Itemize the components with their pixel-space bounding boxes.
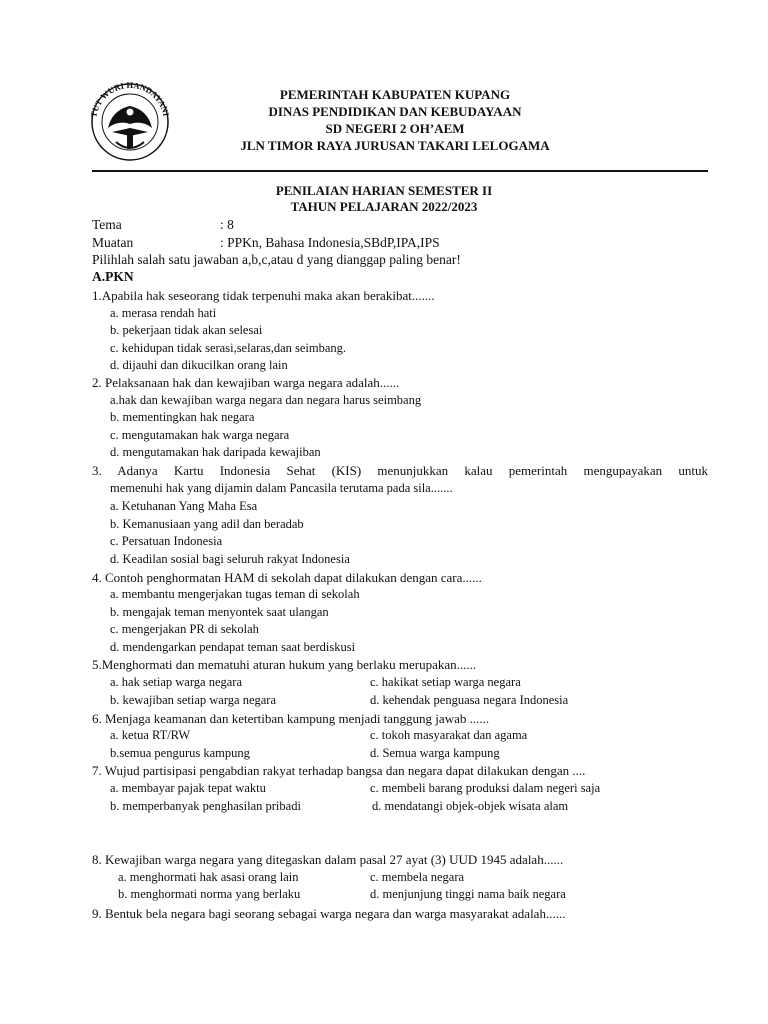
exam-year: TAHUN PELAJARAN 2022/2023	[290, 199, 478, 214]
q6-option-b: b.semua pengurus kampung	[110, 746, 250, 760]
q7-option-c: c. membeli barang produksi dalam negeri saja	[370, 781, 601, 795]
section-heading: A.PKN	[92, 269, 134, 284]
question-1: 1.Apabila hak seseorang tidak terpenuhi maka akan berakibat.......	[92, 288, 435, 303]
q1-option-a: a. merasa rendah hati	[110, 306, 217, 320]
question-3-line-2: memenuhi hak yang dijamin dalam Pancasila terutama pada sila.......	[110, 481, 453, 495]
q6-option-a: a. ketua RT/RW	[110, 728, 191, 742]
q5-option-c: c. hakikat setiap warga negara	[370, 675, 521, 689]
muatan-label: Muatan	[92, 235, 134, 250]
q3-option-a: a. Ketuhanan Yang Maha Esa	[110, 499, 258, 513]
letterhead	[160, 86, 630, 154]
q1-option-d: d. dijauhi dan dikucilkan orang lain	[110, 358, 288, 372]
tema-label: Tema	[92, 217, 122, 232]
question-7: 7. Wujud partisipasi pengabdian rakyat terhadap bangsa dan negara dapat dilakukan dengan ....	[92, 763, 586, 778]
question-5: 5.Menghormati dan mematuhi aturan hukum yang berlaku merupakan......	[92, 657, 477, 672]
question-6: 6. Menjaga keamanan dan ketertiban kampung menjadi tanggung jawab ......	[92, 711, 490, 726]
q6-option-c: c. tokoh masyarakat dan agama	[370, 728, 528, 742]
q4-option-c: c. mengerjakan PR di sekolah	[110, 622, 259, 636]
header-line-4: JLN TIMOR RAYA JURUSAN TAKARI LELOGAMA	[240, 138, 550, 153]
q8-option-b: b. menghormati norma yang berlaku	[118, 887, 301, 901]
q3-option-d: d. Keadilan sosial bagi seluruh rakyat Indonesia	[110, 552, 350, 566]
q7-option-b: b. memperbanyak penghasilan pribadi	[110, 799, 301, 813]
q4-option-a: a. membantu mengerjakan tugas teman di sekolah	[110, 587, 360, 601]
q2-option-a: a.hak dan kewajiban warga negara dan negara harus seimbang	[110, 393, 422, 407]
exam-title: PENILAIAN HARIAN SEMESTER II	[275, 183, 493, 198]
q5-option-d: d. kehendak penguasa negara Indonesia	[370, 693, 569, 707]
q3-option-b: b. Kemanusiaan yang adil dan beradab	[110, 517, 304, 531]
q2-option-c: c. mengutamakan hak warga negara	[110, 428, 290, 442]
q1-option-c: c. kehidupan tidak serasi,selaras,dan seimbang.	[110, 341, 347, 355]
q8-option-d: d. menjunjung tinggi nama baik negara	[370, 887, 566, 901]
instruction: Pilihlah salah satu jawaban a,b,c,atau d yang dianggap paling benar!	[92, 252, 461, 267]
tema-value: : 8	[220, 217, 234, 232]
q4-option-b: b. mengajak teman menyontek saat ulangan	[110, 605, 329, 619]
question-3-line-1: 3. Adanya Kartu Indonesia Sehat (KIS) menunjukkan kalau pemerintah mengupayakan untuk	[92, 463, 708, 478]
header-line-1: PEMERINTAH KABUPATEN KUPANG	[279, 87, 511, 102]
q5-option-b: b. kewajiban setiap warga negara	[110, 693, 277, 707]
letterhead-divider	[92, 170, 708, 172]
question-4: 4. Contoh penghormatan HAM di sekolah dapat dilakukan dengan cara......	[92, 570, 482, 585]
header-line-3: SD NEGERI 2 OH’AEM	[325, 121, 465, 136]
q6-option-d: d. Semua warga kampung	[370, 746, 500, 760]
q2-option-d: d. mengutamakan hak daripada kewajiban	[110, 445, 321, 459]
q7-option-a: a. membayar pajak tepat waktu	[110, 781, 266, 795]
question-9: 9. Bentuk bela negara bagi seorang sebagai warga negara dan warga masyarakat adalah......	[92, 906, 566, 921]
q5-option-a: a. hak setiap warga negara	[110, 675, 242, 689]
question-8: 8. Kewajiban warga negara yang ditegaskan dalam pasal 27 ayat (3) UUD 1945 adalah......	[92, 852, 564, 867]
question-2: 2. Pelaksanaan hak dan kewajiban warga negara adalah......	[92, 375, 400, 390]
q4-option-d: d. mendengarkan pendapat teman saat berdiskusi	[110, 640, 356, 654]
header-line-2: DINAS PENDIDIKAN DAN KEBUDAYAAN	[268, 104, 522, 119]
q7-option-d: d. mendatangi objek-objek wisata alam	[372, 799, 569, 813]
q8-option-c: c. membela negara	[370, 870, 465, 884]
q8-option-a: a. menghormati hak asasi orang lain	[118, 870, 299, 884]
q3-option-c: c. Persatuan Indonesia	[110, 534, 223, 548]
muatan-value: : PPKn, Bahasa Indonesia,SBdP,IPA,IPS	[220, 235, 440, 250]
q2-option-b: b. mementingkan hak negara	[110, 410, 255, 424]
svg-text:TUT WURI HANDAYANI: TUT WURI HANDAYANI	[88, 79, 172, 119]
q1-option-b: b. pekerjaan tidak akan selesai	[110, 323, 263, 337]
